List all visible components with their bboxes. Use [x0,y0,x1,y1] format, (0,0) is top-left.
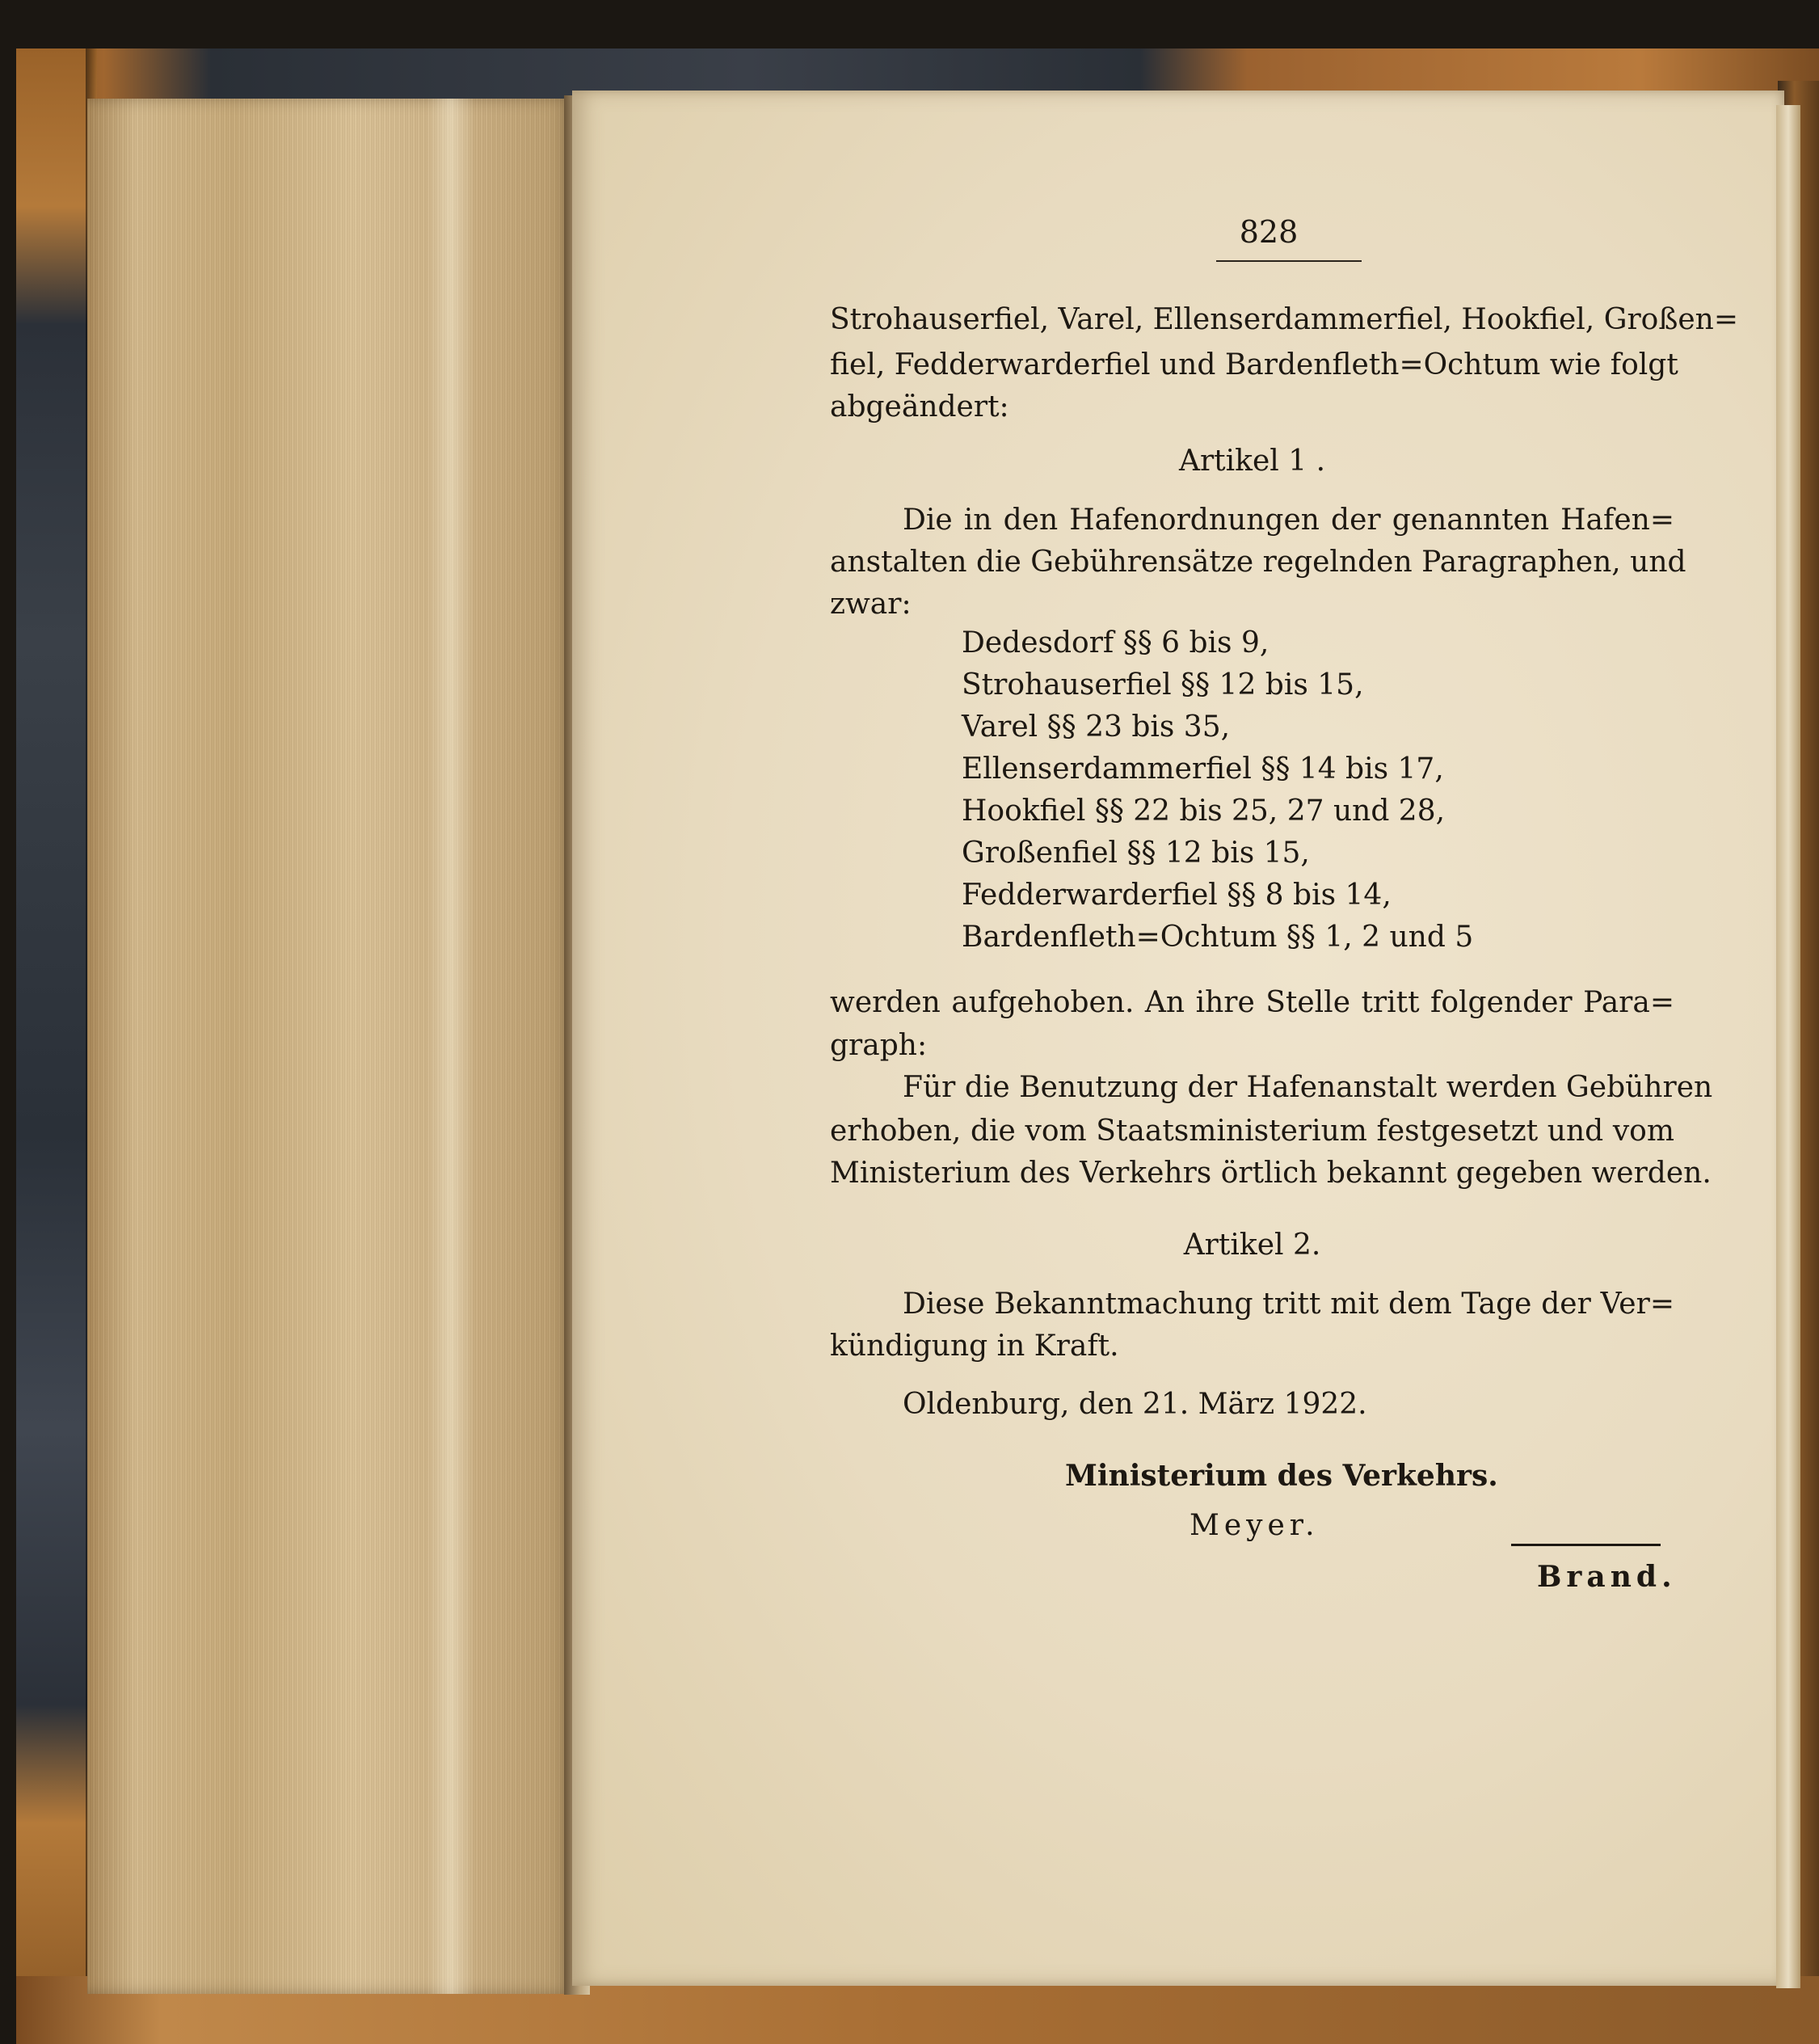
after-list-line-2: graph: [830,1029,928,1062]
list-item: Ellenserdammerfiel §§ 14 bis 17, [962,752,1444,786]
date-line: Oldenburg, den 21. März 1922. [903,1388,1367,1421]
article-2-line-1: Diese Bekanntmachung tritt mit dem Tage der Ver= [903,1288,1674,1321]
after-list-line-1: werden aufgehoben. An ihre Stelle tritt folgender Para= [830,986,1674,1019]
article-2-heading: Artikel 2. [1183,1229,1321,1262]
signature-rule [1511,1544,1661,1546]
paragraph-line-3: Ministerium des Verkehrs örtlich bekannt gegeben werden. [830,1157,1712,1190]
intro-line-1: Strohauserfiel, Varel, Ellenserdammerfiel, Hookfiel, Großen= [830,303,1739,336]
page-number: 828 [1239,214,1299,250]
list-item: Dedesdorf §§ 6 bis 9, [962,626,1270,660]
article-1-line-1: Die in den Hafenordnungen der genannten Hafen= [903,504,1674,537]
page-edges-stack [87,99,572,1994]
article-1-line-3: zwar: [830,588,912,621]
intro-line-2: fiel, Fedderwarderfiel und Bardenfleth=Ochtum wie folgt [830,348,1678,381]
list-item: Großenfiel §§ 12 bis 15, [962,837,1310,870]
list-item: Fedderwarderfiel §§ 8 bis 14, [962,879,1392,912]
repealed-sections-list [962,622,1473,959]
list-item: Strohauserfiel §§ 12 bis 15, [962,668,1364,702]
list-item: Bardenfleth=Ochtum §§ 1, 2 und 5 [962,921,1474,954]
article-1-line-2: anstalten die Gebührensätze regelnden Paragraphen, und [830,546,1686,579]
signature-meyer: Meyer. [1190,1509,1320,1542]
next-page-edge [1776,105,1800,1988]
list-item: Hookfiel §§ 22 bis 25, 27 und 28, [962,794,1446,828]
ministry-name: Ministerium des Verkehrs. [1065,1459,1498,1493]
intro-line-3: abgeändert: [830,390,1009,424]
paragraph-line-2: erhoben, die vom Staatsministerium festgesetzt und vom [830,1115,1674,1148]
book-cover-left [16,48,97,2021]
page-number-rule [1216,260,1362,262]
paragraph-line-1: Für die Benutzung der Hafenanstalt werden Gebühren [903,1071,1713,1104]
article-1-heading: Artikel 1 . [1178,445,1326,478]
article-2-line-2: kündigung in Kraft. [830,1330,1119,1363]
list-item: Varel §§ 23 bis 35, [962,710,1231,744]
signature-brand: Brand. [1537,1560,1677,1594]
